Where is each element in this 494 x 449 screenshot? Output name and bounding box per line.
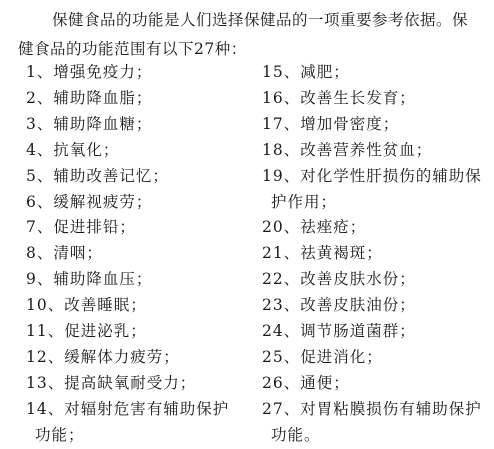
function-list-item <box>26 86 246 112</box>
function-list-item <box>26 241 246 267</box>
function-list-item <box>262 215 490 241</box>
function-item-continuation: 功能。 <box>271 425 321 444</box>
function-list-item <box>262 60 490 86</box>
function-item-text: 26、通便； <box>262 373 350 392</box>
function-list-item <box>26 215 246 241</box>
function-item-text: 2、辅助降血脂； <box>26 88 153 107</box>
intro-paragraph <box>18 6 486 64</box>
function-list-item <box>262 371 490 397</box>
function-item-text: 15、减肥； <box>262 63 350 81</box>
function-item-text: 1、增强免疫力； <box>26 63 153 81</box>
function-item-text: 13、提高缺氧耐受力； <box>26 373 197 392</box>
function-list-item <box>26 267 246 293</box>
function-item-text: 18、改善营养性贫血； <box>262 140 433 159</box>
function-list-item <box>26 293 246 319</box>
function-list-left <box>26 60 246 449</box>
function-item-text: 21、祛黄褐斑； <box>262 244 383 263</box>
function-list-item <box>262 241 490 267</box>
function-item-continuation: 功能； <box>35 425 85 444</box>
function-list-item <box>26 190 246 216</box>
function-list-item <box>262 345 490 371</box>
function-item-text: 10、改善睡眠； <box>26 296 147 315</box>
function-list-right <box>262 60 490 449</box>
function-list-item <box>262 164 490 216</box>
function-list-item <box>26 345 246 371</box>
function-item-text: 20、祛痤疮； <box>262 218 367 237</box>
intro-line-1: 保健食品的功能是人们选择保健品的一项重要参考依据。保 <box>52 11 469 29</box>
function-item-text: 27、对胃粘膜损伤有辅助保护 <box>262 399 482 418</box>
function-item-text: 9、辅助降血压； <box>26 270 153 289</box>
function-item-text: 23、改善皮肤油份； <box>262 296 416 315</box>
function-list-item <box>26 319 246 345</box>
function-list-item <box>262 138 490 164</box>
function-item-text: 7、促进排铅； <box>26 218 136 237</box>
function-list-item <box>262 112 490 138</box>
function-item-text: 11、促进泌乳； <box>26 322 147 341</box>
function-item-text: 19、对化学性肝损伤的辅助保 <box>262 166 482 185</box>
function-item-text: 22、改善皮肤水份； <box>262 270 416 289</box>
function-list-item <box>262 293 490 319</box>
function-list-item <box>262 86 490 112</box>
function-item-text: 14、对辐射危害有辅助保护 <box>26 399 230 418</box>
function-item-text: 6、缓解视疲劳； <box>26 192 153 211</box>
function-item-text: 8、清咽； <box>26 244 103 263</box>
function-item-text: 17、增加骨密度； <box>262 114 400 133</box>
function-list-item <box>26 60 246 86</box>
function-item-text: 3、辅助降血糖； <box>26 114 153 133</box>
function-item-text: 24、调节肠道菌群； <box>262 322 416 341</box>
function-list-item <box>262 267 490 293</box>
function-item-text: 4、抗氧化； <box>26 140 120 159</box>
function-list-item <box>26 138 246 164</box>
function-item-text: 16、改善生长发育； <box>262 88 416 107</box>
function-item-text: 25、促进消化； <box>262 347 383 366</box>
function-list-item <box>262 319 490 345</box>
function-list-item <box>262 397 490 449</box>
function-list-item <box>26 164 246 190</box>
function-item-text: 5、辅助改善记忆； <box>26 166 169 185</box>
function-list-item <box>26 397 246 449</box>
intro-line-2: 健食品的功能范围有以下27种： <box>18 40 247 58</box>
function-item-text: 12、缓解体力疲劳； <box>26 347 180 366</box>
function-list-item <box>26 112 246 138</box>
function-list-item <box>26 371 246 397</box>
function-item-continuation: 护作用； <box>271 192 338 211</box>
